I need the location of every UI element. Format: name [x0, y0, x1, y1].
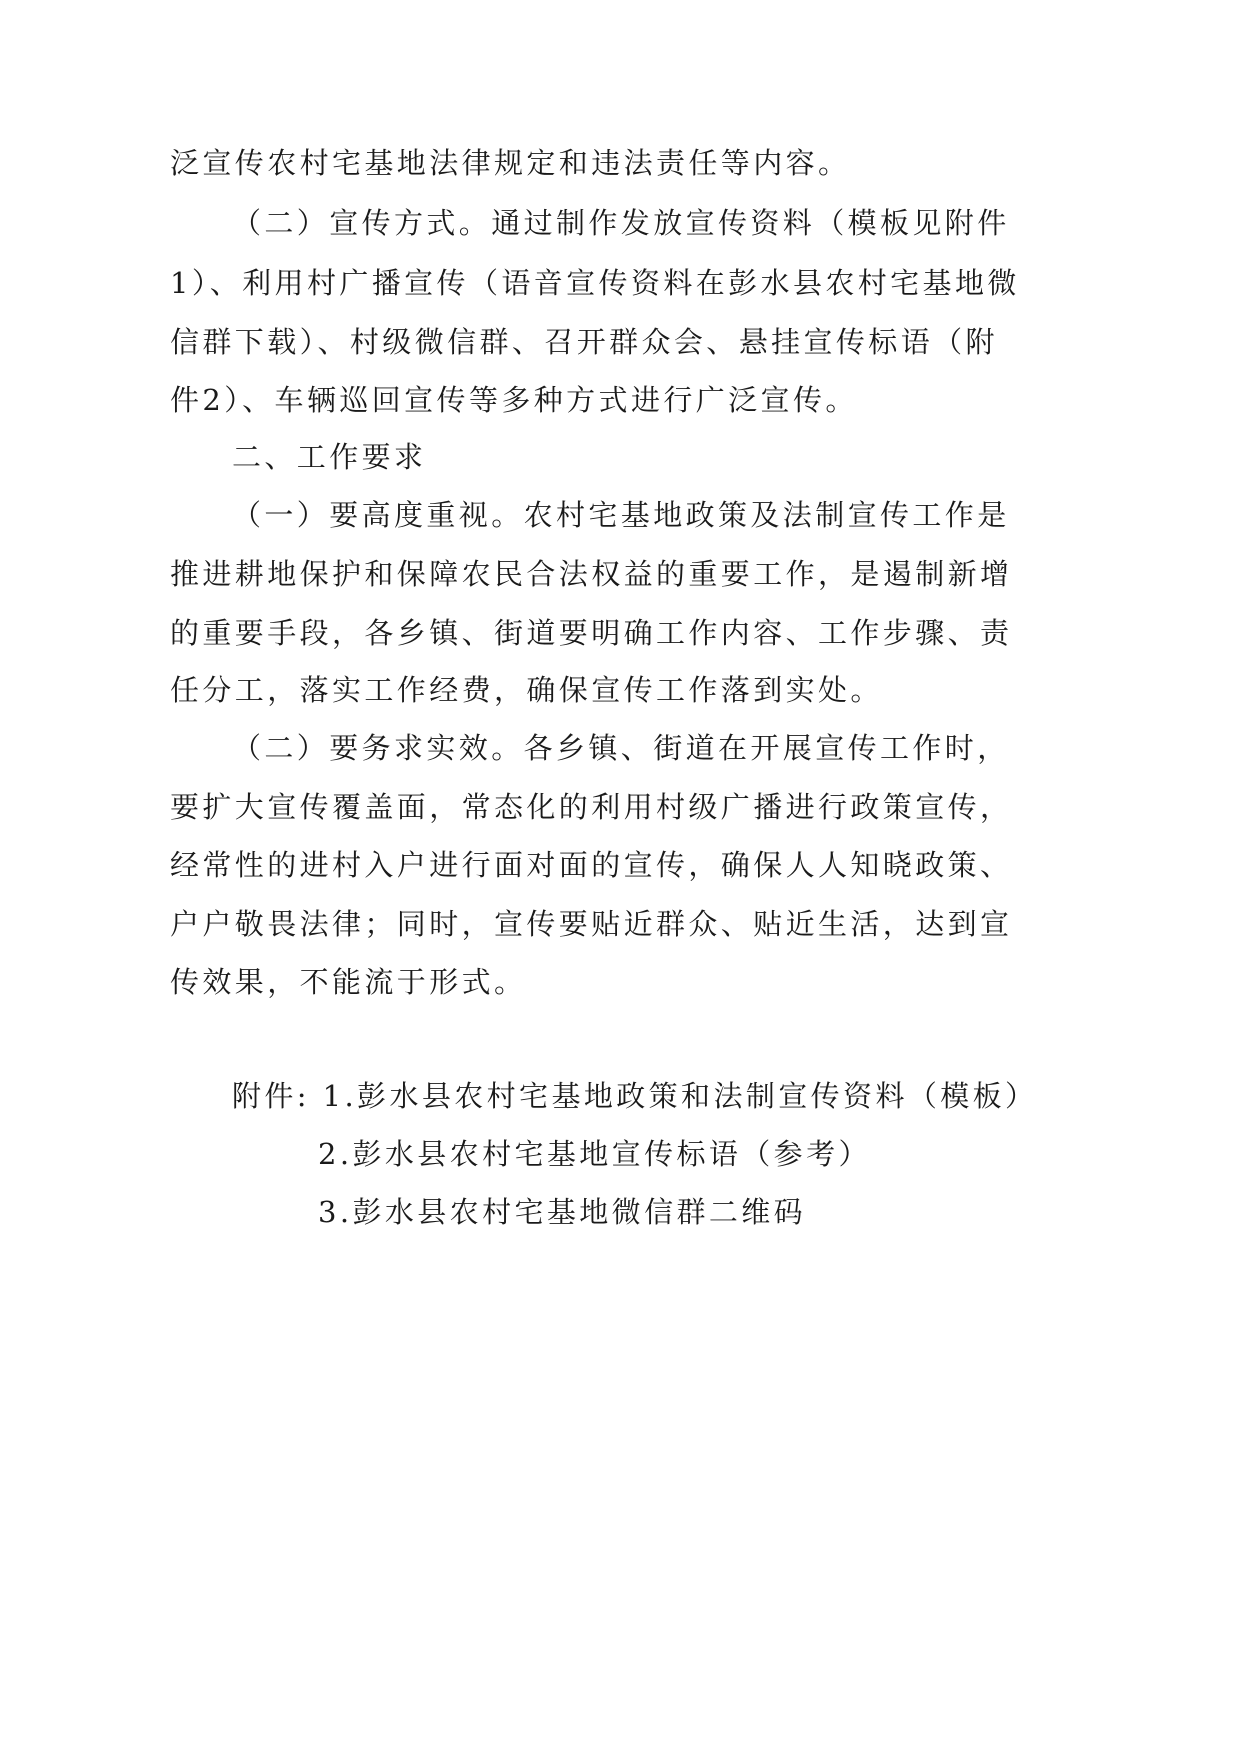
- attachment-line: 2.彭水县农村宅基地宣传标语（参考）: [318, 1137, 871, 1171]
- paragraph-line: （一）要高度重视。农村宅基地政策及法制宣传工作是: [232, 498, 1010, 532]
- attachment-line: 附件: 1.彭水县农村宅基地政策和法制宣传资料（模板）: [232, 1079, 1038, 1113]
- paragraph-line: 泛宣传农村宅基地法律规定和违法责任等内容。: [170, 146, 851, 180]
- paragraph-line: 的重要手段，各乡镇、街道要明确工作内容、工作步骤、责: [170, 616, 1013, 650]
- paragraph-line: 信群下载）、村级微信群、召开群众会、悬挂宣传标语（附: [170, 325, 998, 359]
- paragraph-line: （二）要务求实效。各乡镇、街道在开展宣传工作时，: [232, 731, 1010, 765]
- paragraph-line: 任分工，落实工作经费，确保宣传工作落到实处。: [170, 673, 883, 707]
- paragraph-line: 户户敬畏法律；同时，宣传要贴近群众、贴近生活，达到宣: [170, 907, 1013, 941]
- section-heading: 二、工作要求: [232, 440, 427, 474]
- paragraph-line: 推进耕地保护和保障农民合法权益的重要工作，是遏制新增: [170, 557, 1013, 591]
- paragraph-line: 1）、利用村广播宣传（语音宣传资料在彭水县农村宅基地微: [170, 266, 1020, 300]
- paragraph-line: 经常性的进村入户进行面对面的宣传，确保人人知晓政策、: [170, 848, 1013, 882]
- paragraph-line: 要扩大宣传覆盖面，常态化的利用村级广播进行政策宣传，: [170, 790, 1013, 824]
- attachment-line: 3.彭水县农村宅基地微信群二维码: [318, 1195, 807, 1229]
- paragraph-line: 传效果，不能流于形式。: [170, 965, 527, 999]
- paragraph-line: 件2）、车辆巡回宣传等多种方式进行广泛宣传。: [170, 383, 858, 417]
- paragraph-line: （二）宣传方式。通过制作发放宣传资料（模板见附件: [232, 206, 1010, 240]
